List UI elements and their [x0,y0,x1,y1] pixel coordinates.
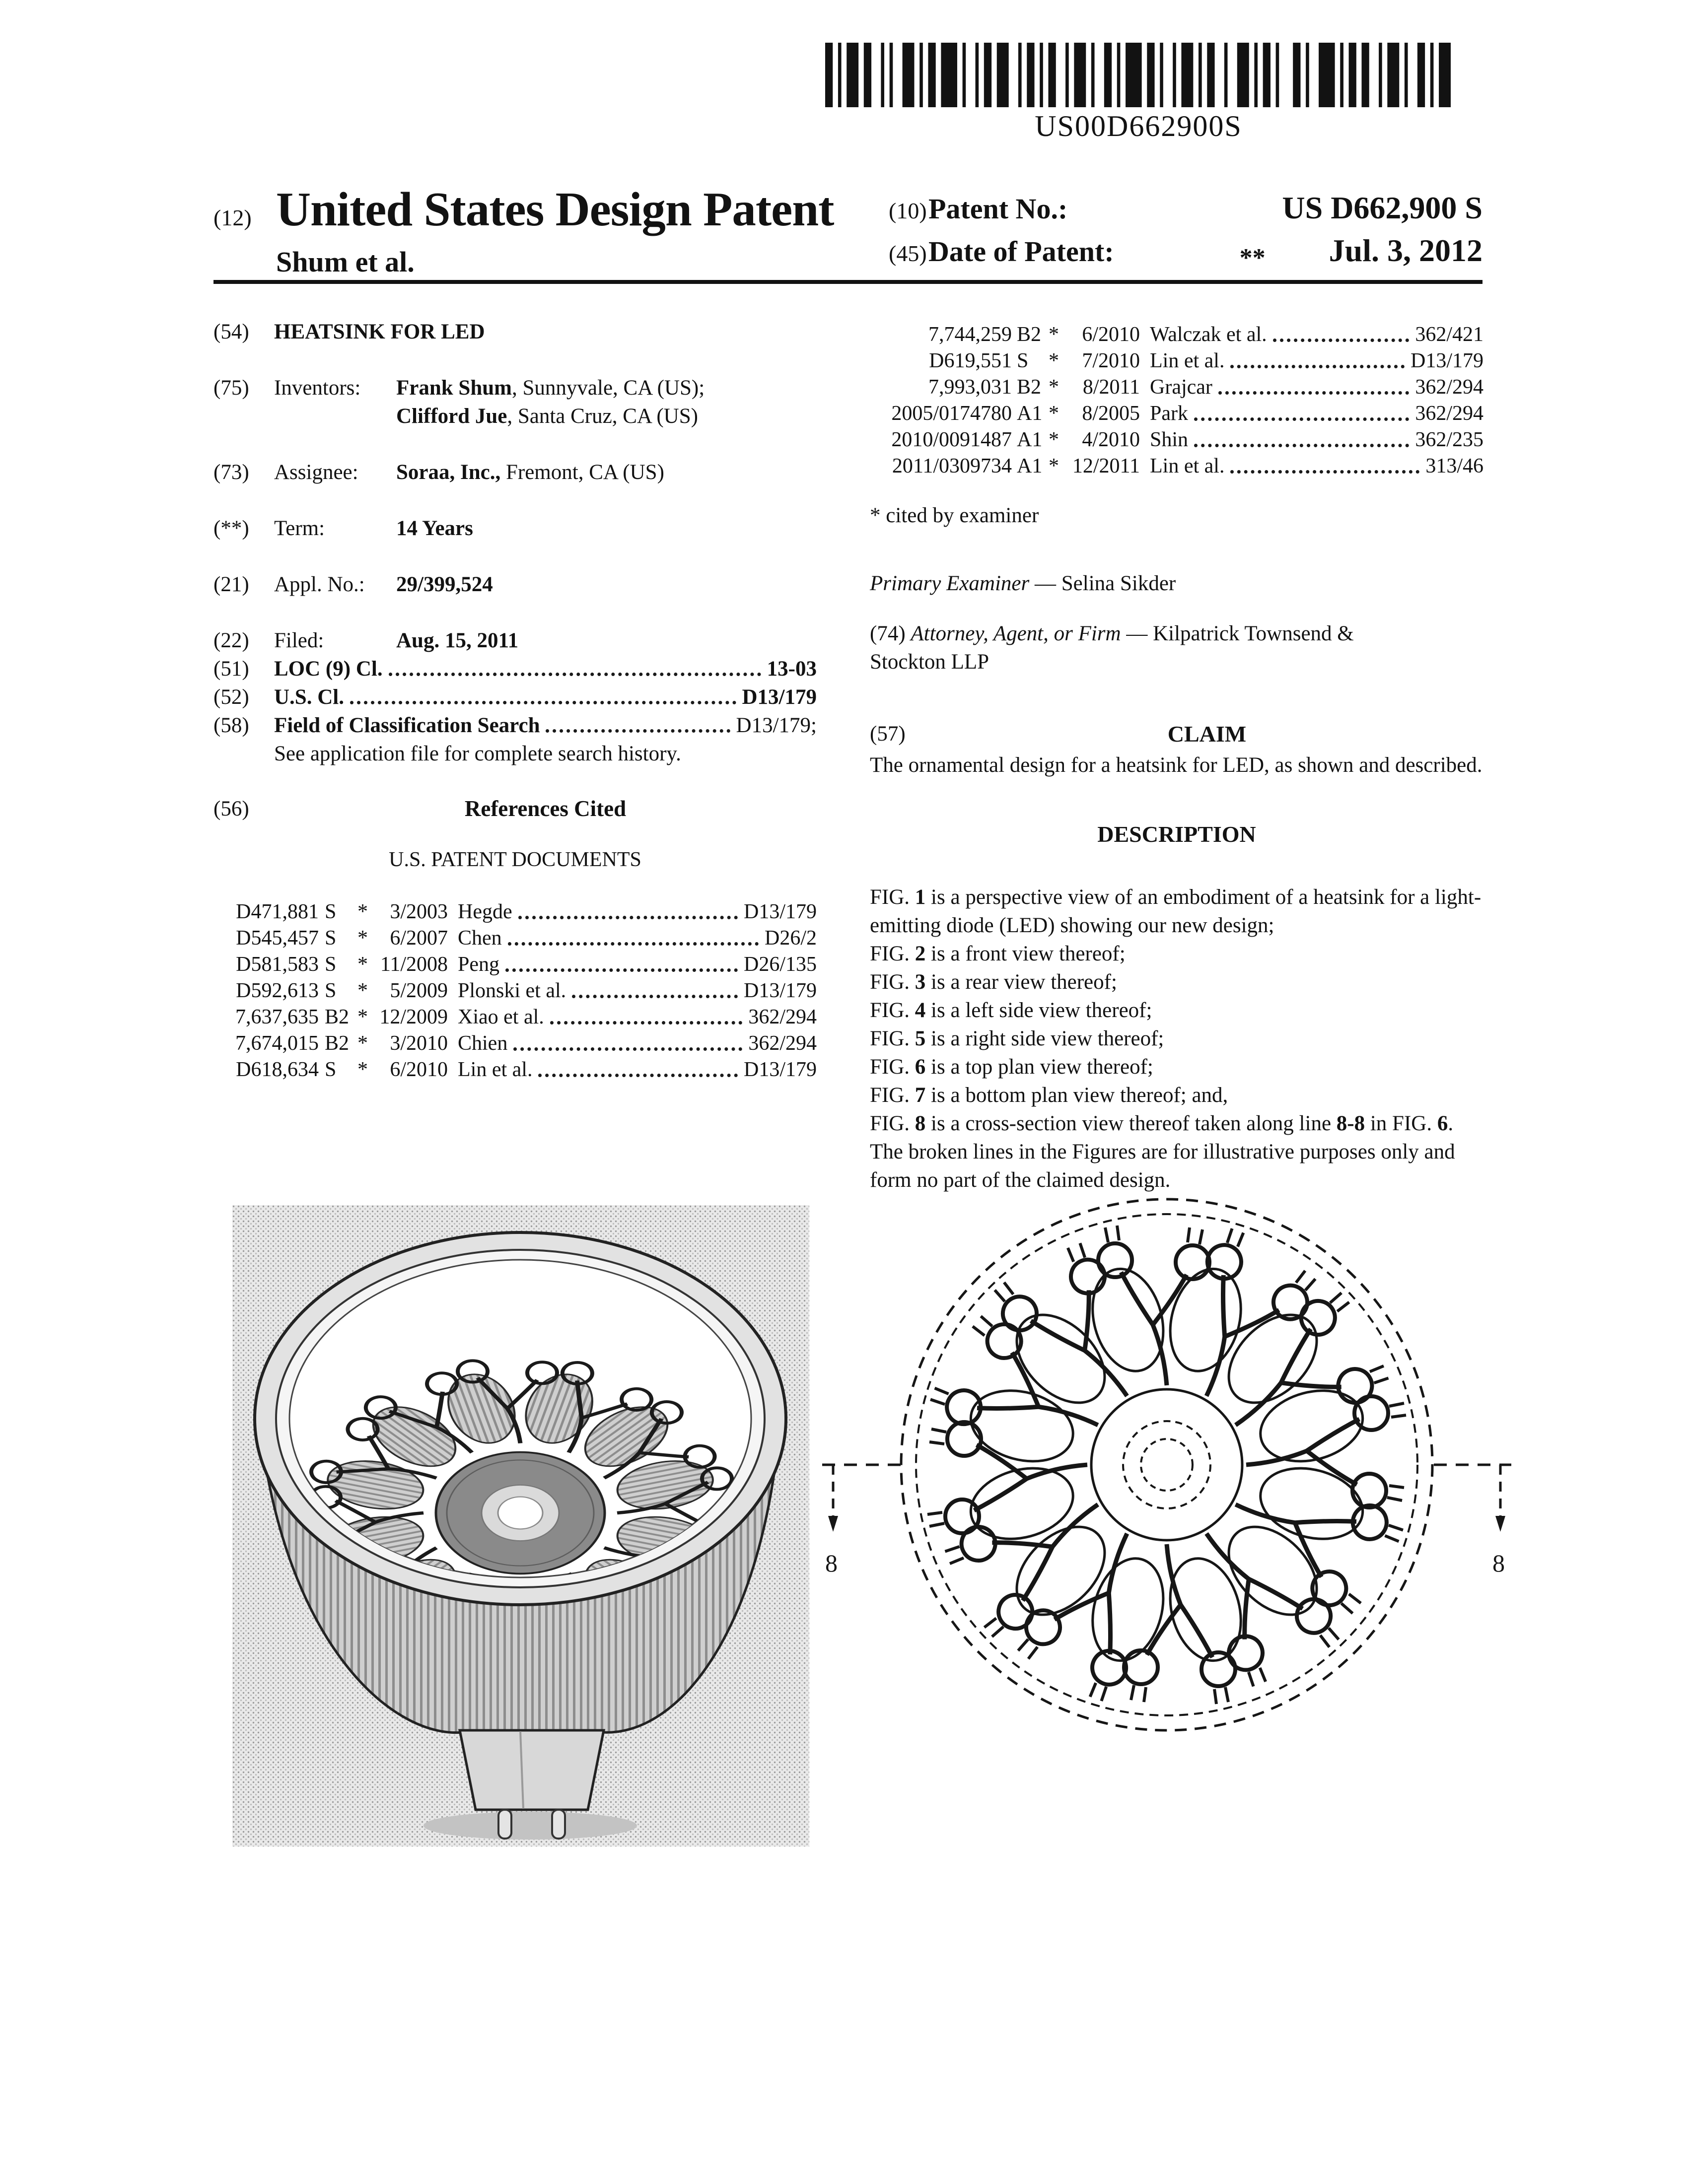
section-52-uscl [213,683,817,711]
citation-number: D545,457 [236,927,319,950]
citation-name: Lin et al. [1150,455,1225,478]
citation-class: 362/235 [1415,428,1483,451]
citation-date: 4/2010 [1082,428,1140,451]
citation-date: 5/2009 [390,979,448,1002]
citation-asterisk: * [1049,428,1059,451]
patent-no-tag: (10) [889,198,927,223]
dot-leader [572,995,738,998]
citation-row [213,899,817,925]
header-rule [213,280,1483,284]
invention-title: HEATSINK FOR LED [274,320,485,343]
claim-title: CLAIM [1167,721,1247,747]
citation-class: 313/46 [1425,455,1483,478]
citation-number: D592,613 [236,979,319,1002]
section-73-assignee [213,458,817,486]
tag-56: (56) [213,797,249,820]
citation-kind-code: A1 [1017,428,1043,451]
citations-continued-table [870,322,1483,479]
citation-row [213,1004,817,1030]
figure-top-plan-view [818,1194,1515,1777]
citation-asterisk: * [1049,376,1059,399]
dot-leader [518,916,738,919]
base-pin-left [498,1810,511,1839]
us-patent-documents-title: U.S. PATENT DOCUMENTS [389,848,641,871]
section-57-claim [870,720,1483,748]
citation-date: 6/2007 [390,927,448,950]
citation-number: D581,583 [236,953,319,976]
citation-date: 12/2011 [1072,455,1140,478]
tag-22: (22) [213,629,249,652]
citation-kind-code: A1 [1017,402,1043,425]
citation-name: Peng [458,953,499,976]
citation-date: 12/2009 [379,1006,448,1028]
citation-date: 8/2005 [1082,402,1140,425]
patent-no-value: US D662,900 S [1282,190,1483,225]
page-title: United States Design Patent [276,183,834,236]
search-history-note: See application file for complete search history. [274,742,681,765]
figure-perspective-view [232,1205,809,1846]
citation-number: D471,881 [236,900,319,923]
section-arrow-right [1495,1516,1505,1532]
filed-value: Aug. 15, 2011 [396,629,519,652]
inventors-label: Inventors: [274,376,361,400]
us-patent-documents-table [213,899,817,1083]
dot-leader [350,701,736,704]
tag-52: (52) [213,685,249,709]
citation-row [870,348,1483,374]
dot-leader [513,1047,742,1051]
citation-number: 2010/0091487 [891,428,1012,451]
citation-kind-code: S [325,979,337,1002]
primary-examiner-line: Primary Examiner — Selina Sikder [870,572,1176,595]
citation-row [870,427,1483,453]
citation-class: D26/135 [744,953,817,976]
date-of-patent-row [889,232,1483,272]
dot-leader [508,942,759,946]
uscl-label: U.S. Cl. [274,685,344,709]
citation-class: 362/294 [748,1006,817,1028]
citation-date: 6/2010 [1082,323,1140,346]
citation-kind-code: B2 [325,1032,350,1055]
dot-leader [546,729,730,733]
tag-21: (21) [213,573,249,596]
citation-date: 3/2003 [390,900,448,923]
description-body [870,883,1483,1194]
citation-kind-code: S [1017,349,1029,372]
citation-number: 2005/0174780 [891,402,1012,425]
citation-row [870,453,1483,479]
citation-class: D26/2 [765,927,817,950]
plan-view-body [901,1199,1432,1730]
citation-row [870,322,1483,348]
left-column [213,318,817,1083]
tag-73: (73) [213,461,249,484]
citation-asterisk: * [1049,402,1059,425]
citation-name: Park [1150,402,1188,425]
citation-kind-code: B2 [325,1006,350,1028]
date-tag: (45) [889,241,927,266]
filed-label: Filed: [274,629,324,652]
uscl-value: D13/179 [742,685,817,709]
description-line: FIG. 1 is a perspective view of an embodiment of a heatsink for a light-emitting diode (LED) showing our new design; [870,886,1482,937]
section-22-filed [213,626,817,655]
dot-leader [1194,444,1409,447]
appl-no-label: Appl. No.: [274,573,365,596]
tag-57: (57) [870,722,906,746]
dot-leader [1273,339,1410,342]
citation-date: 3/2010 [390,1032,448,1055]
citation-kind-code: B2 [1017,376,1042,399]
term-label: Term: [274,517,325,540]
claim-body: The ornamental design for a heatsink for LED, as shown and described. [870,753,1483,777]
citation-class: 362/294 [748,1032,817,1055]
references-cited-title: References Cited [464,796,627,821]
loc-value: 13-03 [767,657,817,681]
term-value: 14 Years [396,517,473,540]
citation-date: 8/2011 [1082,376,1140,399]
description-line: FIG. 4 is a left side view thereof; [870,999,1152,1022]
citation-kind-code: S [325,927,337,950]
citation-name: Chen [458,927,502,950]
citation-row [213,1030,817,1057]
citation-name: Grajcar [1150,376,1212,399]
tag-54: (54) [213,320,249,343]
kind-code-tag: (12) [213,205,252,230]
barcode [825,43,1452,107]
dot-leader [1230,470,1419,474]
citation-kind-code: S [325,953,337,976]
citation-kind-code: B2 [1017,323,1042,346]
appl-no-value: 29/399,524 [396,573,493,596]
date-value: Jul. 3, 2012 [1329,233,1483,268]
hub-center-hole [498,1497,543,1529]
citation-asterisk: * [357,979,368,1002]
description-line: FIG. 5 is a right side view thereof; [870,1027,1164,1050]
citation-row [870,374,1483,401]
citation-class: 362/294 [1415,402,1483,425]
section-term [213,514,817,543]
citation-asterisk: * [1049,349,1059,372]
citation-class: 362/421 [1415,323,1483,346]
section-label-right: 8 [1492,1549,1505,1577]
citation-row [870,401,1483,427]
citation-asterisk: * [357,953,368,976]
citation-asterisk: * [357,1006,368,1028]
citation-kind-code: S [325,1058,337,1081]
citation-asterisk: * [357,1058,368,1081]
tag-75: (75) [213,376,249,400]
barcode-bars [825,43,1452,107]
description-line: FIG. 8 is a cross-section view thereof taken along line 8-8 in FIG. 6. [870,1112,1454,1135]
section-label-left: 8 [825,1549,838,1577]
assignee-value: Soraa, Inc., Fremont, CA (US) [396,461,664,484]
tag-term: (**) [213,517,249,540]
citation-asterisk: * [1049,455,1059,478]
dot-leader [389,673,761,676]
citation-row [213,952,817,978]
center-boss-circle [1091,1389,1242,1540]
patent-no-row [889,190,1483,226]
citation-name: Hegde [458,900,512,923]
citation-number: 2011/0309734 [892,455,1012,478]
citation-name: Walczak et al. [1150,323,1267,346]
description-line: FIG. 6 is a top plan view thereof; [870,1055,1153,1079]
description-line: FIG. 3 is a rear view thereof; [870,970,1117,994]
section-54 [213,318,817,346]
citation-name: Plonski et al. [458,979,566,1002]
citation-number: 7,993,031 [928,376,1012,399]
citation-name: Chien [458,1032,508,1055]
description-line: FIG. 2 is a front view thereof; [870,942,1126,965]
citation-class: D13/179 [744,979,817,1002]
dot-leader [505,968,738,972]
citation-number: 7,637,635 [235,1006,319,1028]
citation-date: 6/2010 [390,1058,448,1081]
dot-leader [1218,391,1409,395]
barcode-number: US00D662900S [1035,110,1242,142]
description-line: FIG. 7 is a bottom plan view thereof; and, [870,1084,1228,1107]
dot-leader [550,1021,743,1024]
base-pin-right [552,1810,565,1839]
citation-name: Xiao et al. [458,1006,544,1028]
section-56-references [213,795,817,823]
citation-number: D619,551 [929,349,1012,372]
field-value: D13/179; [736,714,817,737]
cited-by-examiner-note: * cited by examiner [870,504,1039,527]
citation-asterisk: * [357,1032,368,1055]
section-51-loc [213,655,817,683]
field-label: Field of Classification Search [274,714,540,737]
section-58-field [213,711,817,740]
description-title: DESCRIPTION [1097,821,1256,847]
heatsink-plan-drawing [818,1194,1515,1777]
dot-leader [538,1074,738,1077]
inventors-value: Frank Shum, Sunnyvale, CA (US); Clifford Jue, Santa Cruz, CA (US) [396,376,705,428]
right-column [870,322,1483,1257]
citation-date: 11/2008 [380,953,448,976]
citation-kind-code: S [325,900,337,923]
citation-asterisk: * [1049,323,1059,346]
patent-no-label: Patent No.: [928,193,1068,225]
heatsink-perspective-drawing [232,1205,809,1846]
citation-date: 7/2010 [1082,349,1140,372]
citation-asterisk: * [357,900,368,923]
dot-leader [1194,417,1409,421]
citation-row [213,1057,817,1083]
citation-row [213,925,817,952]
assignee-label: Assignee: [274,461,358,484]
description-line: The broken lines in the Figures are for illustrative purposes only and form no part of the claimed design. [870,1140,1455,1192]
citation-asterisk: * [357,927,368,950]
attorney-line: (74) Attorney, Agent, or Firm — Kilpatrick Townsend & Stockton LLP [870,622,1354,674]
lamp-base [460,1730,604,1810]
citation-row [213,978,817,1004]
citation-kind-code: A1 [1017,455,1043,478]
citation-number: D618,634 [236,1058,319,1081]
citation-number: 7,744,259 [928,323,1012,346]
base-shadow [424,1812,637,1840]
citation-class: D13/179 [1411,349,1483,372]
citation-name: Lin et al. [458,1058,533,1081]
citation-class: 362/294 [1415,376,1483,399]
citation-class: D13/179 [744,1058,817,1081]
citation-name: Lin et al. [1150,349,1225,372]
section-arrow-left [828,1516,838,1532]
loc-label: LOC (9) Cl. [274,657,383,681]
tag-51: (51) [213,657,249,681]
date-label: Date of Patent: [928,235,1114,268]
section-21-appl-no [213,570,817,599]
double-asterisk: ** [1239,244,1266,272]
section-75-inventors [213,374,817,430]
tag-58: (58) [213,714,249,737]
dot-leader [1230,365,1405,368]
citation-number: 7,674,015 [235,1032,319,1055]
authors: Shum et al. [276,246,415,278]
citation-name: Shin [1150,428,1189,451]
citation-class: D13/179 [744,900,817,923]
